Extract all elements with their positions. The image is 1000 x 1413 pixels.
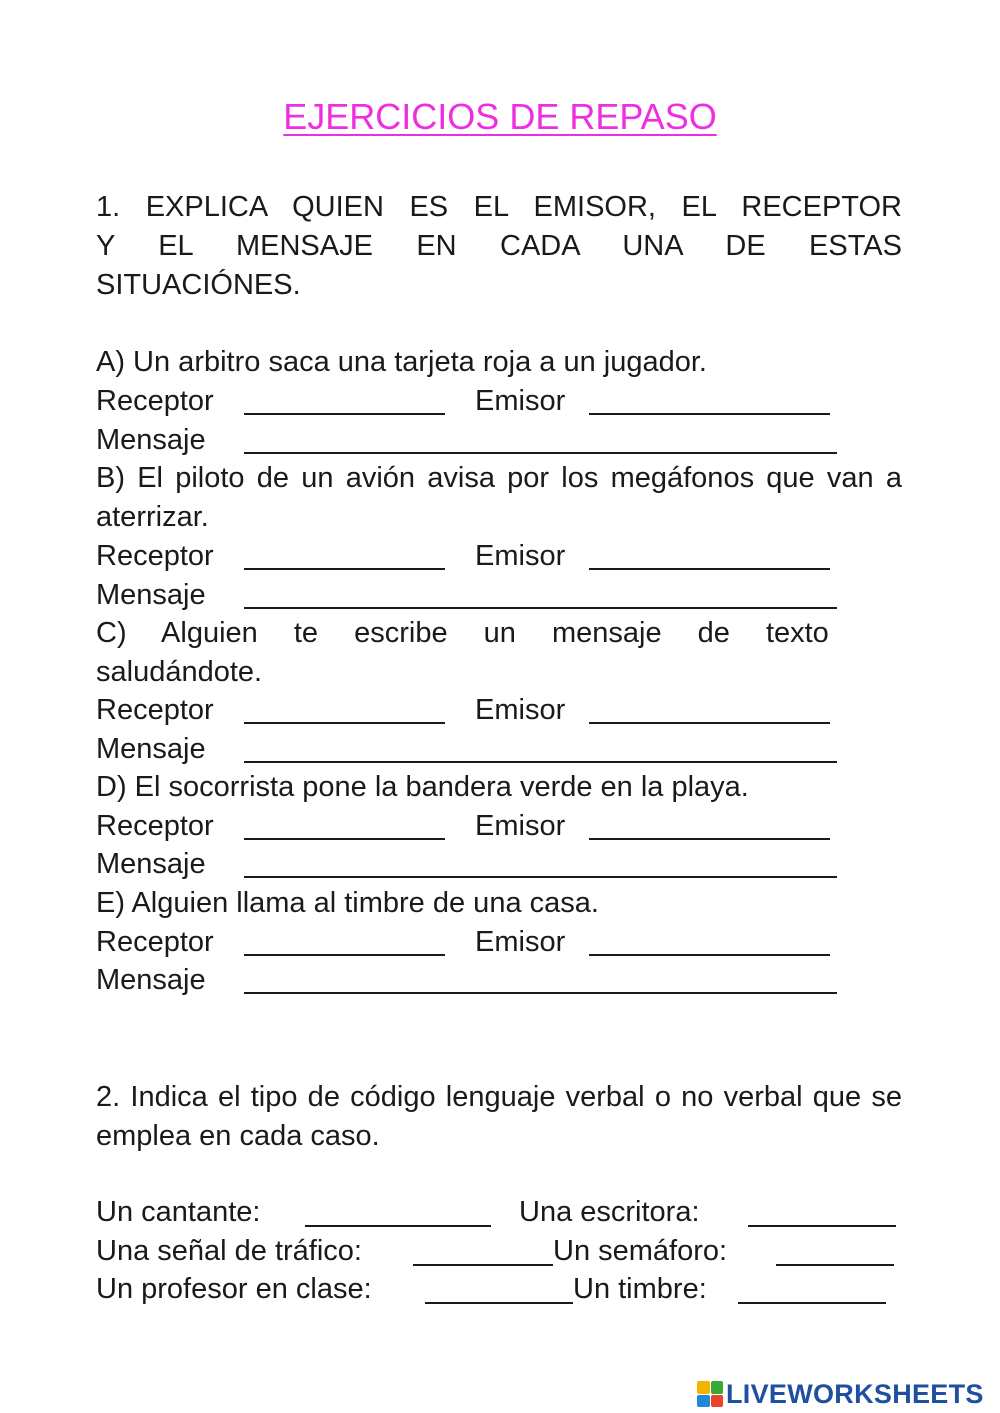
emisor-label-b: Emisor — [475, 540, 566, 572]
receptor-label-e: Receptor — [96, 926, 214, 958]
receptor-label-d: Receptor — [96, 810, 214, 842]
liveworksheets-branding — [697, 1379, 984, 1409]
mensaje-label-e: Mensaje — [96, 964, 206, 996]
mensaje-label-b: Mensaje — [96, 579, 206, 611]
item-senal-trafico-label: Una señal de tráfico: — [96, 1235, 362, 1267]
mensaje-label-c: Mensaje — [96, 733, 206, 765]
situation-b-line1 — [96, 459, 902, 536]
item-profesor-label: Un profesor en clase: — [96, 1273, 372, 1305]
mensaje-answer-line-b[interactable] — [244, 607, 837, 609]
receptor-answer-line-c[interactable] — [244, 722, 445, 724]
emisor-label-d: Emisor — [475, 810, 566, 842]
exercise1-instruction-line3: SITUACIÓNES. — [96, 269, 301, 301]
situation-d: D) El socorrista pone la bandera verde en la playa. — [96, 771, 749, 803]
receptor-label-b: Receptor — [96, 540, 214, 572]
mensaje-answer-line-a[interactable] — [244, 452, 837, 454]
mensaje-label-a: Mensaje — [96, 424, 206, 456]
mensaje-answer-line-e[interactable] — [244, 992, 837, 994]
exercise1-instruction-line1: 1. EXPLICA QUIEN ES EL EMISOR, EL RECEPTOR — [96, 191, 902, 223]
receptor-answer-line-b[interactable] — [244, 568, 445, 570]
situation-e: E) Alguien llama al timbre de una casa. — [96, 887, 599, 919]
item-escritora-answer-line[interactable] — [748, 1225, 896, 1227]
emisor-label-a: Emisor — [475, 385, 566, 417]
emisor-answer-line-b[interactable] — [589, 568, 830, 570]
mensaje-answer-line-d[interactable] — [244, 876, 837, 878]
receptor-answer-line-a[interactable] — [244, 413, 445, 415]
liveworksheets-logo-icon — [697, 1381, 723, 1407]
receptor-answer-line-e[interactable] — [244, 954, 445, 956]
item-senal-trafico-answer-line[interactable] — [413, 1264, 553, 1266]
item-semaforo-answer-line[interactable] — [776, 1264, 894, 1266]
item-timbre-answer-line[interactable] — [738, 1302, 886, 1304]
page-title: EJERCICIOS DE REPASO — [283, 96, 717, 137]
mensaje-label-d: Mensaje — [96, 848, 206, 880]
item-profesor-answer-line[interactable] — [425, 1302, 573, 1304]
item-cantante-answer-line[interactable] — [305, 1225, 491, 1227]
receptor-label-a: Receptor — [96, 385, 214, 417]
exercise1-instruction-line2: Y EL MENSAJE EN CADA UNA DE ESTAS — [96, 230, 902, 262]
item-semaforo-label: Un semáforo: — [553, 1235, 728, 1267]
item-escritora-label: Una escritora: — [519, 1196, 700, 1228]
situation-c: C) Alguien te escribe un mensaje de texto saludándote. — [96, 617, 829, 688]
situation-b-text: B) El piloto de un avión avisa por los megáfonos que van a aterrizar. — [96, 462, 902, 533]
situation-a: A) Un arbitro saca una tarjeta roja a un jugador. — [96, 346, 707, 378]
emisor-answer-line-c[interactable] — [589, 722, 830, 724]
liveworksheets-wordmark: LIVEWORKSHEETS — [726, 1378, 984, 1409]
emisor-label-e: Emisor — [475, 926, 566, 958]
emisor-answer-line-e[interactable] — [589, 954, 830, 956]
emisor-answer-line-d[interactable] — [589, 838, 830, 840]
emisor-label-c: Emisor — [475, 694, 566, 726]
receptor-answer-line-d[interactable] — [244, 838, 445, 840]
emisor-answer-line-a[interactable] — [589, 413, 830, 415]
receptor-label-c: Receptor — [96, 694, 214, 726]
exercise2-instruction: 2. Indica el tipo de código lenguaje verbal o no verbal que se emplea en cada caso. — [96, 1081, 902, 1152]
item-timbre-label: Un timbre: — [573, 1273, 707, 1305]
mensaje-answer-line-c[interactable] — [244, 761, 837, 763]
item-cantante-label: Un cantante: — [96, 1196, 261, 1228]
